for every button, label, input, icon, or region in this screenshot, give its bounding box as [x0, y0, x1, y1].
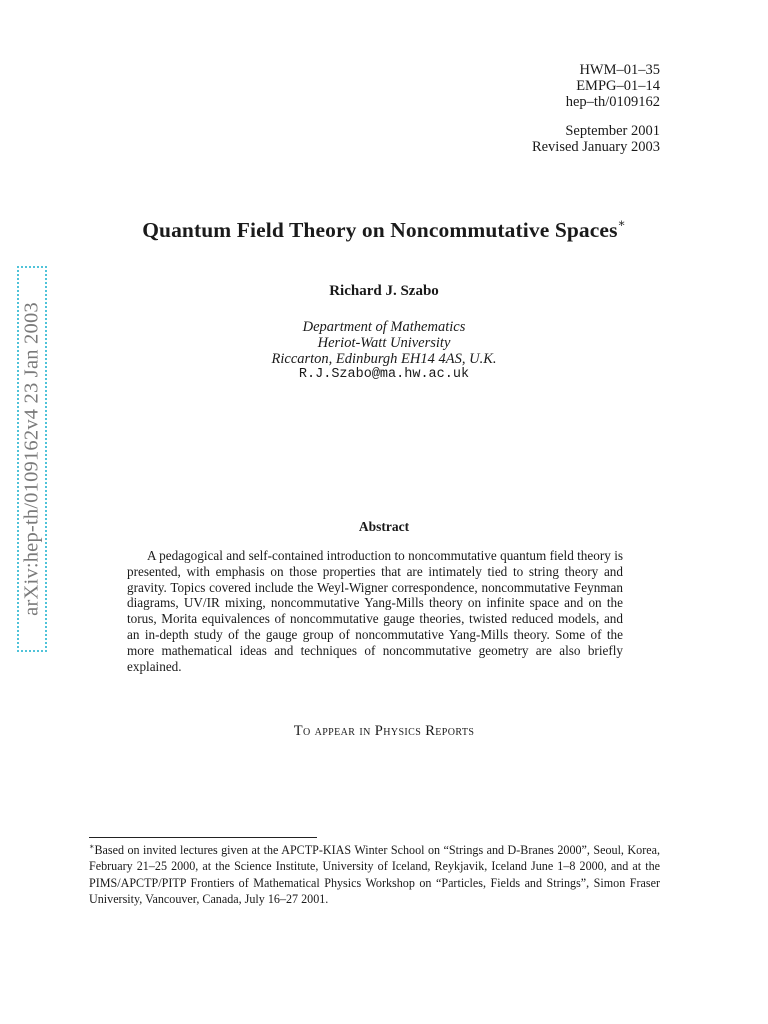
- date-line: September 2001: [565, 123, 660, 139]
- author-email[interactable]: R.J.Szabo@ma.hw.ac.uk: [298, 367, 470, 382]
- footnote-rule: [89, 837, 317, 838]
- paper-title: [0, 218, 768, 243]
- dates: [532, 123, 660, 155]
- abstract-text: A pedagogical and self-contained introduction to noncommutative quantum field theory is presented, with emphasis on those properties that are intimately tied to string theory and gravity. Topics covered include the Weyl-Wigner correspondence, noncommutative Feynman diagrams, UV/IR mixing, noncommutative Yang-Mills theory on infinite space and on the torus, Morita equivalences of noncommutative gauge theories, twisted reduced models, and an in-depth study of the gauge group of noncommutative Yang-Mills theory. Some of the more mathematical ideas and techniques of noncommutative geometry are also briefly explained.: [127, 548, 623, 674]
- footnote-mark: ∗: [89, 842, 95, 851]
- date-line: Revised January 2003: [531, 139, 660, 155]
- affiliation-university: Heriot-Watt University: [317, 335, 451, 351]
- report-number: hep–th/0109162: [565, 94, 660, 110]
- publication-note: To appear in Physics Reports: [293, 723, 475, 739]
- affiliation-department: Department of Mathematics: [302, 319, 466, 335]
- footnote: [89, 839, 660, 908]
- report-numbers: [566, 62, 660, 110]
- affiliation: [0, 319, 768, 383]
- abstract-heading: Abstract: [358, 519, 410, 534]
- title-footnote-mark: ∗: [617, 216, 626, 230]
- footnote-text: Based on invited lectures given at the APCTP-KIAS Winter School on “Strings and D-Branes 2000”, Seoul, Korea, February 21–25 2000, at the Science Institute, University of Iceland, Reykjavik, Iceland June 1–8 2000, and at the PIMS/APCTP/PITP Frontiers of Mathematical Physics Workshop on “Particles, Fields and Strings”, Simon Fraser University, Vancouver, Canada, July 16–27 2001.: [89, 843, 660, 907]
- report-number: HWM–01–35: [579, 62, 660, 78]
- affiliation-address: Riccarton, Edinburgh EH14 4AS, U.K.: [271, 351, 497, 367]
- arxiv-identifier: arXiv:hep-th/0109162v4 23 Jan 2003: [20, 302, 43, 616]
- arxiv-side-stamp[interactable]: [17, 266, 47, 652]
- author-name: Richard J. Szabo: [329, 283, 439, 299]
- report-number: EMPG–01–14: [576, 78, 660, 94]
- paper-title-text: Quantum Field Theory on Noncommutative Spaces: [142, 218, 618, 243]
